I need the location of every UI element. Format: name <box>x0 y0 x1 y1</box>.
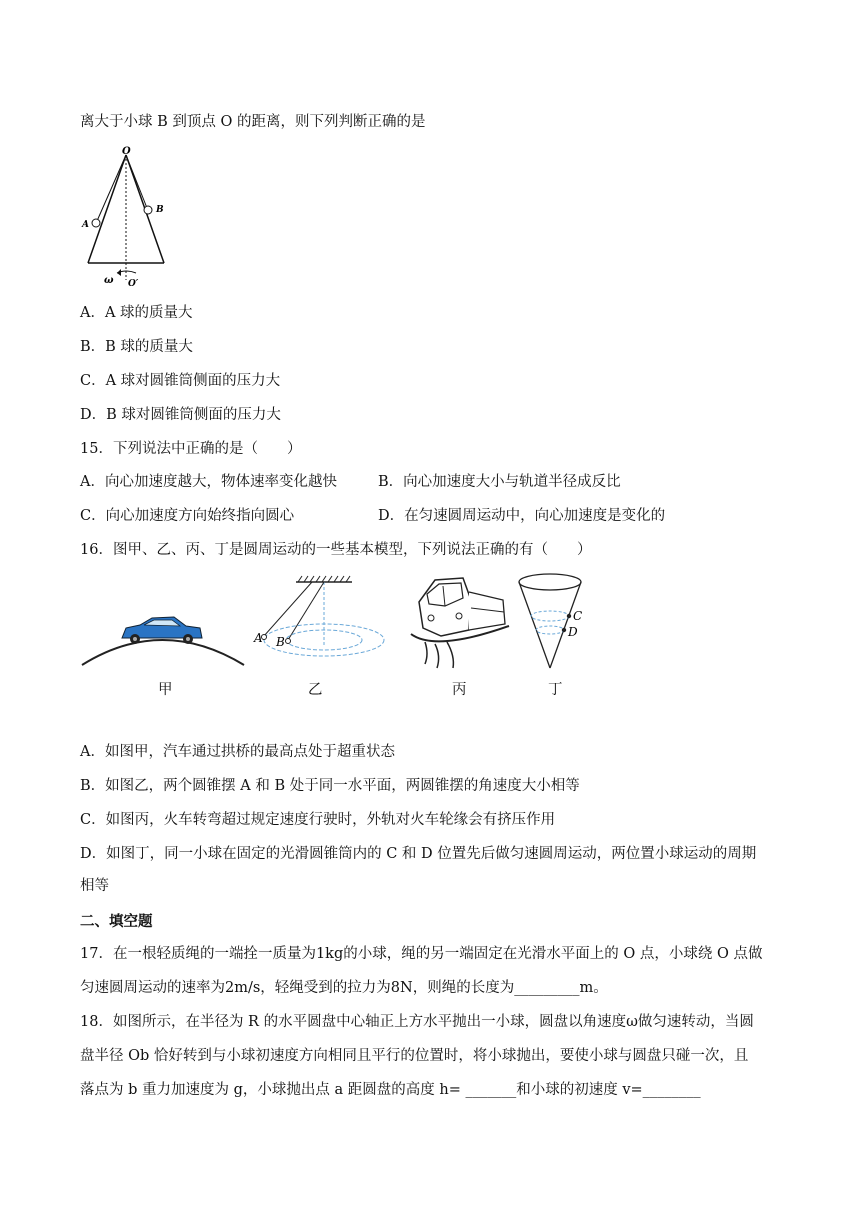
q14-stem-tail: 离大于小球 B 到顶点 O 的距离，则下列判断正确的是 <box>80 114 426 130</box>
q16-caption-yi: 乙 <box>308 682 323 698</box>
q18-line2: 盘半径 Ob 恰好转到与小球初速度方向相同且平行的位置时，将小球抛出，要使小球与圆盘只碰一次，且 <box>80 1048 749 1064</box>
q16-label-b: B <box>276 635 285 649</box>
q15-stem: 15．下列说法中正确的是（ ） <box>80 441 302 457</box>
q15-option-a: A．向心加速度越大，物体速率变化越快 <box>80 474 337 490</box>
q14-label-a: A <box>82 220 89 230</box>
q18-line1: 18．如图所示，在半径为 R 的水平圆盘中心轴正上方水平抛出一小球，圆盘以角速度ω做匀速转动，当圆 <box>80 1014 754 1030</box>
q16-option-c: C．如图丙，火车转弯超过规定速度行驶时，外轨对火车轮缘会有挤压作用 <box>80 812 556 828</box>
q14-option-d: D．B 球对圆锥筒侧面的压力大 <box>80 407 281 423</box>
q16-option-d: D．如图丁，同一小球在固定的光滑圆锥筒内的 C 和 D 位置先后做匀速圆周运动，两位置小球运动的周期 <box>80 846 757 862</box>
q16-figure-yi <box>252 570 402 670</box>
q14-option-c: C．A 球对圆锥筒侧面的压力大 <box>80 373 281 389</box>
q16-caption-bing: 丙 <box>452 682 467 698</box>
q15-option-c: C．向心加速度方向始终指向圆心 <box>80 508 295 524</box>
section-title-fill-blank: 二、填空题 <box>80 914 153 930</box>
q18-line3: 落点为 b 重力加速度为 g，小球抛出点 a 距圆盘的高度 h= _______和小球的初速度 v=________ <box>80 1082 701 1098</box>
q15-option-b: B．向心加速度大小与轨道半径成反比 <box>378 474 621 490</box>
q16-caption-ding: 丁 <box>548 682 563 698</box>
q14-label-o-prime: O′ <box>128 279 139 289</box>
q16-figure-ding <box>515 570 600 670</box>
q14-option-b: B．B 球的质量大 <box>80 339 193 355</box>
q17-line1: 17．在一根轻质绳的一端拴一质量为1kg的小球，绳的另一端固定在光滑水平面上的 O 点，小球绕 O 点做 <box>80 946 763 962</box>
q15-option-d: D．在匀速圆周运动中，向心加速度是变化的 <box>378 508 666 524</box>
q16-option-b: B．如图乙，两个圆锥摆 A 和 B 处于同一水平面，两圆锥摆的角速度大小相等 <box>80 778 580 794</box>
q16-figure-jia <box>80 590 250 670</box>
q14-label-o: O <box>122 146 131 157</box>
q16-label-c: C <box>573 609 583 623</box>
q16-stem: 16．图甲、乙、丙、丁是圆周运动的一些基本模型，下列说法正确的有（ ） <box>80 542 592 558</box>
q14-cone-figure <box>80 145 170 290</box>
q14-option-a: A．A 球的质量大 <box>80 305 193 321</box>
q16-option-d-cont: 相等 <box>80 878 109 894</box>
q16-caption-jia: 甲 <box>158 682 173 698</box>
q17-line2: 匀速圆周运动的速率为2m/s，轻绳受到的拉力为8N，则绳的长度为_________m。 <box>80 980 608 996</box>
q16-figure-bing <box>405 572 515 672</box>
q14-label-b: B <box>156 205 164 215</box>
q16-label-d: D <box>568 625 578 639</box>
q16-label-a: A <box>254 631 263 645</box>
q16-option-a: A．如图甲，汽车通过拱桥的最高点处于超重状态 <box>80 744 395 760</box>
q14-label-omega: ω <box>104 275 114 286</box>
